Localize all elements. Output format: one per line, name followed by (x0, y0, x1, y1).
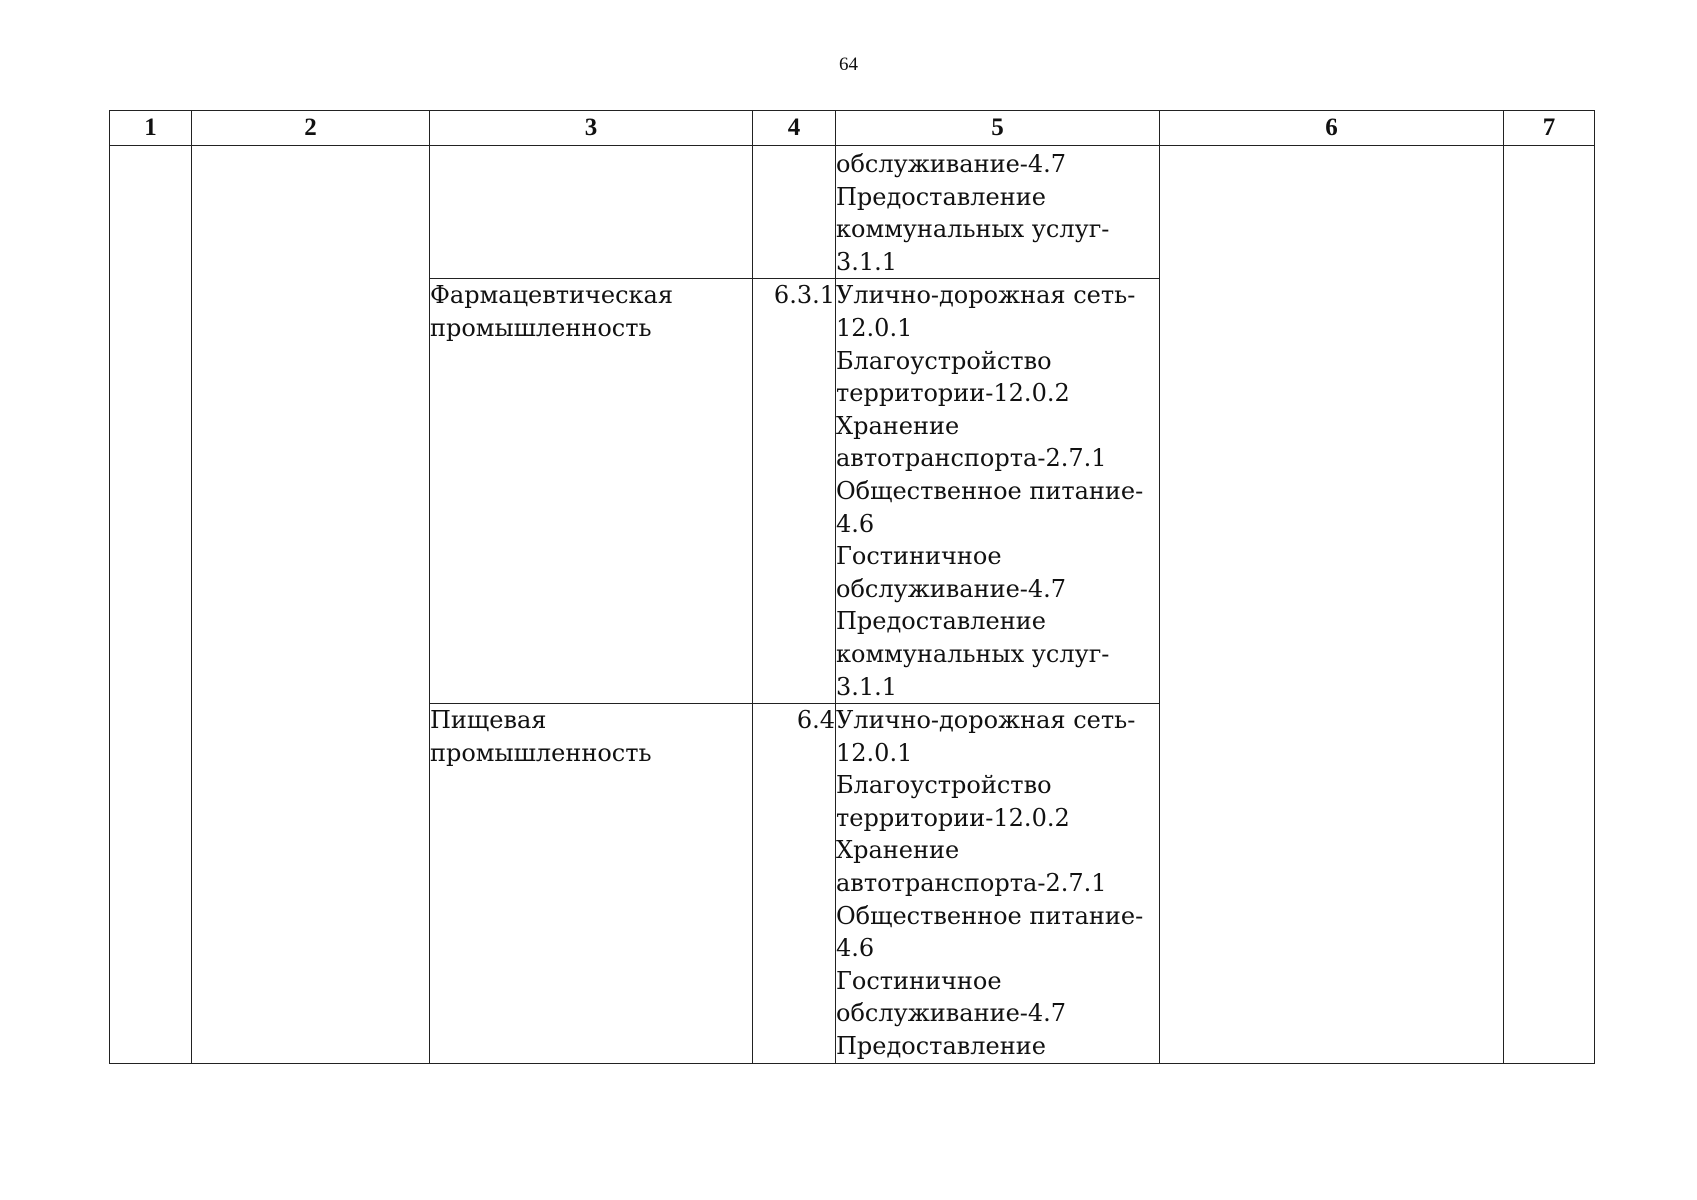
cell-activity-name (430, 279, 753, 704)
text-line: Хранение (836, 411, 960, 440)
header-col-5: 5 (836, 111, 1160, 146)
cell-col-5-continued (836, 146, 1160, 279)
text-line: Гостиничное (836, 542, 1002, 571)
data-table (109, 110, 1595, 1064)
text-line: Предоставление (836, 182, 1046, 211)
text-line: Улично-дорожная сеть- (836, 281, 1136, 310)
header-row (110, 111, 1595, 146)
cell-col-2 (192, 146, 430, 1064)
cell-col-1 (110, 146, 192, 1064)
text-line: 4.6 (836, 934, 875, 963)
table-row-continued (110, 146, 1595, 279)
text-line: автотранспорта-2.7.1 (836, 869, 1107, 898)
text-line: Общественное питание- (836, 901, 1144, 930)
text-line: Благоустройство (836, 771, 1052, 800)
text-line: 4.6 (836, 509, 875, 538)
header-col-1: 1 (110, 111, 192, 146)
text-line: Хранение (836, 836, 960, 865)
text-line: Общественное питание- (836, 476, 1144, 505)
page-number: 64 (839, 54, 858, 75)
text-line: Гостиничное (836, 966, 1002, 995)
text-line: 12.0.1 (836, 738, 913, 767)
text-line: обслуживание-4.7 (836, 150, 1067, 178)
cell-col-3 (430, 146, 753, 279)
cell-col-6 (1160, 146, 1504, 1064)
cell-col-7 (1504, 146, 1595, 1064)
text-line: 3.1.1 (836, 672, 898, 701)
cell-related-uses (836, 279, 1160, 704)
text-line: промышленность (430, 313, 652, 342)
text-line: коммунальных услуг- (836, 639, 1110, 668)
cell-code: 6.4 (753, 704, 836, 1064)
text-line: 3.1.1 (836, 247, 898, 276)
header-col-2: 2 (192, 111, 430, 146)
text-line: промышленность (430, 738, 652, 767)
header-col-4: 4 (753, 111, 836, 146)
cell-related-uses (836, 704, 1160, 1064)
text-line: территории-12.0.2 (836, 803, 1070, 832)
text-line: Предоставление (836, 1032, 1046, 1061)
text-line: обслуживание-4.7 (836, 574, 1067, 603)
header-col-6: 6 (1160, 111, 1504, 146)
header-col-3: 3 (430, 111, 753, 146)
text-line: Пищевая (430, 706, 547, 735)
text-line: коммунальных услуг- (836, 215, 1110, 244)
text-line: Фармацевтическая (430, 281, 673, 310)
cell-code: 6.3.1 (753, 279, 836, 704)
cell-activity-name (430, 704, 753, 1064)
text-line: 12.0.1 (836, 313, 913, 342)
text-line: автотранспорта-2.7.1 (836, 444, 1107, 473)
text-line: Предоставление (836, 607, 1046, 636)
text-line: территории-12.0.2 (836, 379, 1070, 408)
text-line: обслуживание-4.7 (836, 999, 1067, 1028)
header-col-7: 7 (1504, 111, 1595, 146)
cell-col-4 (753, 146, 836, 279)
text-line: Улично-дорожная сеть- (836, 706, 1136, 735)
text-line: Благоустройство (836, 346, 1052, 375)
